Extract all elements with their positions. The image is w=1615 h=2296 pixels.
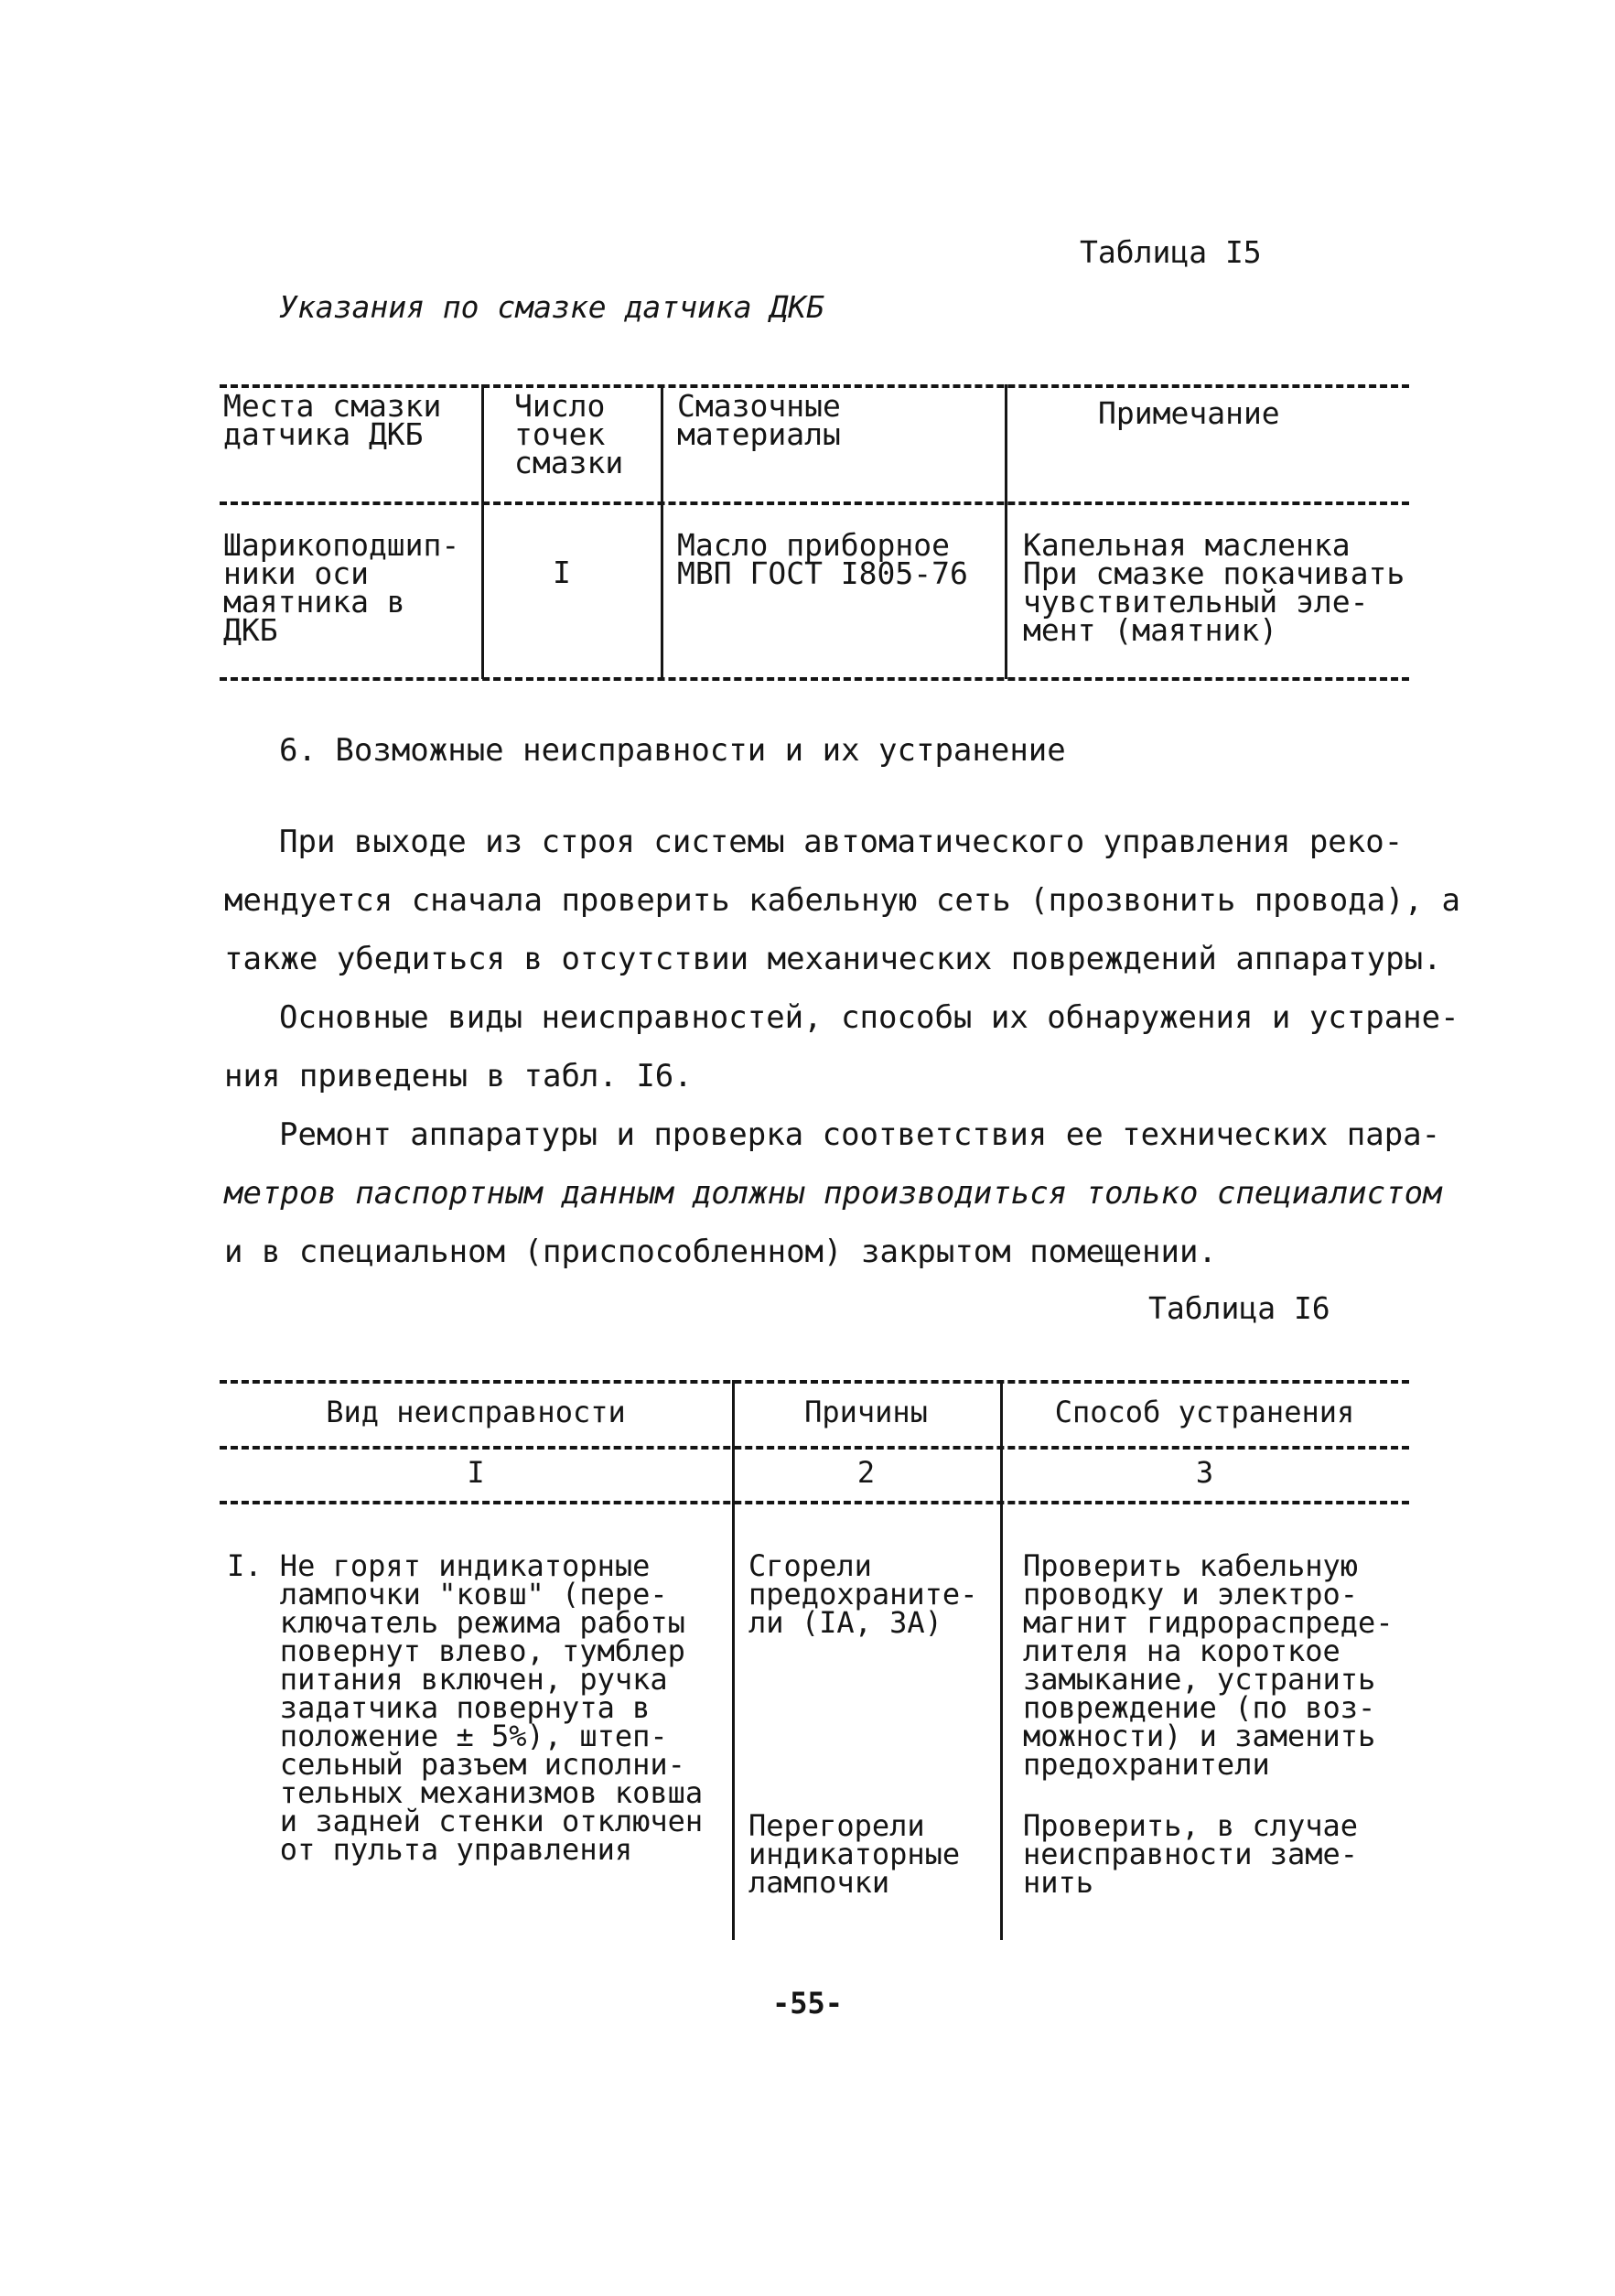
section-heading: 6. Возможные неисправности и их устранение xyxy=(279,732,1066,769)
table-15-col-divider xyxy=(481,384,484,679)
table-16-cause-cell: Сгорели предохраните- ли (IA, 3A) xyxy=(748,1548,978,1640)
table-15-header-cell: Места смазки датчика ДКБ xyxy=(223,388,442,452)
table-15-cell: Масло приборное МВП ГОСТ I805-76 xyxy=(677,527,968,591)
table-16-col-number: I xyxy=(467,1455,485,1490)
table-16-number-rule xyxy=(220,1501,1409,1504)
table-15-title: Указания по смазке датчика ДКБ xyxy=(279,289,825,325)
table-15-bottom-rule xyxy=(220,677,1409,681)
table-16-header-cell: Вид неисправности xyxy=(326,1395,626,1429)
table-15-header-cell: Смазочные материалы xyxy=(677,388,841,452)
table-16-remedy-cell: Проверить кабельную проводку и электро- магнит гидрораспреде- лителя на короткое замыкание, устранить повреждение (по воз- можности) и заменить предохранители xyxy=(1023,1548,1394,1782)
table-16-col-number: 3 xyxy=(1195,1455,1214,1490)
paragraph-line: также убедиться в отсутствии механических повреждений аппаратуры. xyxy=(224,941,1442,977)
table-15-cell: I xyxy=(553,555,571,590)
paragraph-line: Основные виды неисправностей, способы их обнаружения и устране- xyxy=(279,999,1459,1036)
page-number: -55- xyxy=(771,1986,844,2021)
paragraph-line: мендуется сначала проверить кабельную сеть (прозвонить провода), а xyxy=(224,882,1461,919)
table-15-col-divider xyxy=(1005,384,1007,679)
table-15-label: Таблица I5 xyxy=(1080,234,1262,270)
table-16-cause-cell: Перегорели индикаторные лампочки xyxy=(748,1808,961,1900)
table-16-col-number: 2 xyxy=(856,1455,876,1490)
table-16-header-cell: Способ устранения xyxy=(1054,1395,1355,1429)
paragraph-line: метров паспортным данным должны производиться только специалистом xyxy=(224,1175,1442,1212)
paragraph-line: ния приведены в табл. I6. xyxy=(224,1058,693,1094)
paragraph-line: При выходе из строя системы автоматического управления реко- xyxy=(279,824,1404,860)
table-15-header-cell: Примечание xyxy=(1098,395,1280,431)
paragraph-line: и в специальном (приспособленном) закрытом помещении. xyxy=(224,1234,1217,1270)
table-16-top-rule xyxy=(220,1380,1409,1384)
table-15-col-divider xyxy=(661,384,663,679)
table-16-remedy-cell: Проверить, в случае неисправности заме- нить xyxy=(1023,1808,1359,1900)
table-16-header-cell: Причины xyxy=(804,1395,928,1429)
table-15-header-cell: Число точек смазки xyxy=(514,388,624,480)
table-15-header-rule xyxy=(220,501,1409,505)
paragraph-line: Ремонт аппаратуры и проверка соответствия ее технических пара- xyxy=(279,1116,1441,1153)
table-16-fault-cell: I. Не горят индикаторные лампочки "ковш" (пере- ключатель режима работы повернут влево, тумблер питания включен, ручка задатчика повернута в положение ± 5%), штеп- сельный разъем исполни- тельных механизмов ковша и задней стенки отключен от пульта управления xyxy=(227,1548,704,1867)
table-16-label: Таблица I6 xyxy=(1148,1290,1330,1326)
table-15-cell: Капельная масленка При смазке покачивать чувствительный эле- мент (маятник) xyxy=(1023,527,1405,648)
table-16-header-rule xyxy=(220,1446,1409,1450)
table-15-cell: Шарикоподшип- ники оси маятника в ДКБ xyxy=(223,527,460,648)
